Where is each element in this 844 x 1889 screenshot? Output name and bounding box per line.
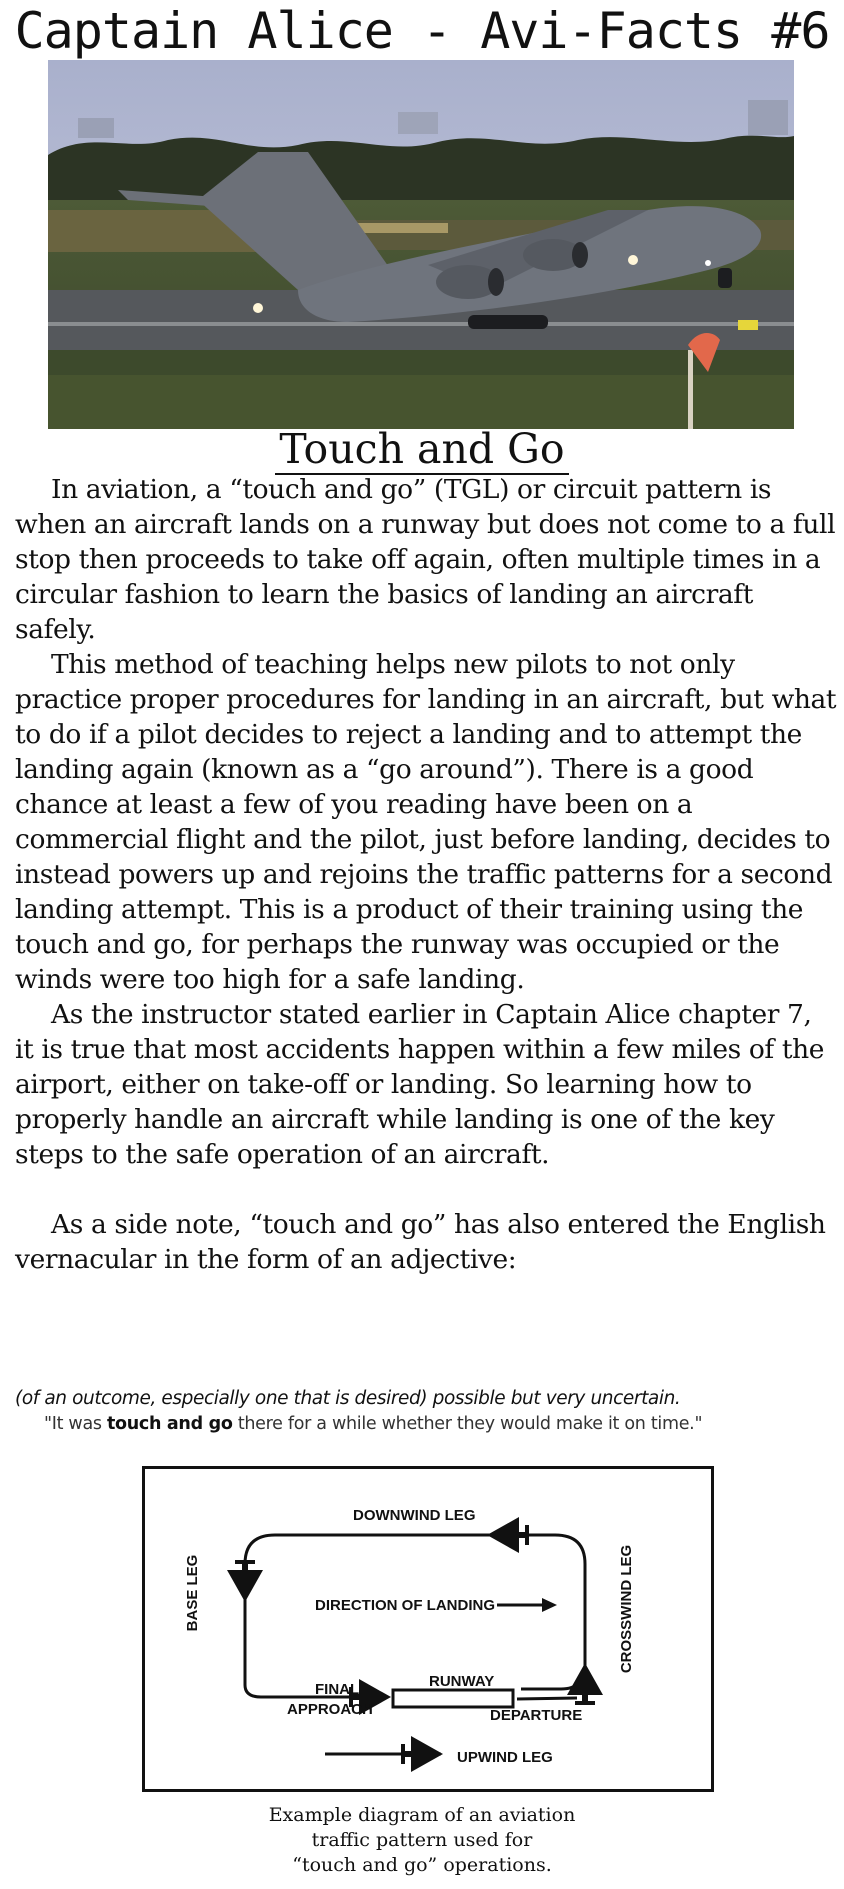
article-body <box>15 472 837 1277</box>
paragraph-4: As a side note, “touch and go” has also entered the English vernacular in the form of an adjective: <box>15 1209 826 1275</box>
label-final: FINAL <box>315 1681 360 1698</box>
paragraph-1: In aviation, a “touch and go” (TGL) or circuit pattern is when an aircraft lands on a runway but does not come to a full stop then proceeds to take off again, often multiple times in a circular fashion to learn the basics of landing an aircraft safely. <box>15 474 836 645</box>
departure-line <box>517 1698 577 1699</box>
diagram-caption <box>0 1803 844 1878</box>
aircraft-photo-image <box>48 60 794 429</box>
paragraph-3: As the instructor stated earlier in Captain Alice chapter 7, it is true that most accidents happen within a few miles of the airport, either on take-off or landing. So learning how to properly handle an aircraft while landing is one of the key steps to the safe operation of an aircraft. <box>15 999 825 1170</box>
caption-line-3: “touch and go” operations. <box>292 1854 552 1876</box>
caption-line-2: traffic pattern used for <box>311 1829 533 1851</box>
label-crosswind: CROSSWIND LEG <box>618 1544 635 1674</box>
label-runway: RUNWAY <box>429 1673 495 1690</box>
article-heading-text: Touch and Go <box>275 425 568 475</box>
traffic-pattern-diagram <box>142 1466 714 1792</box>
aircraft-photo <box>48 60 794 429</box>
label-approach: APPROACH <box>287 1701 373 1718</box>
example-bold: touch and go <box>106 1414 233 1434</box>
example-before: "It was <box>44 1414 107 1434</box>
paragraph-2: This method of teaching helps new pilots to not only practice proper procedures for landing in an aircraft, but what to do if a pilot decides to reject a landing and to attempt the landing again (known as a “go around”). There is a good chance at least a few of you reading have been on a commercial flight and the pilot, just before landing, decides to instead powers up and rejoins the traffic patterns for a second landing attempt. This is a product of their training using the touch and go, for perhaps the runway was occupied or the winds were too high for a safe landing. <box>15 649 837 995</box>
plane-upwind-icon <box>401 1736 443 1772</box>
example-sentence <box>44 1414 844 1434</box>
page-title: Captain Alice - Avi-Facts #6 <box>14 2 830 60</box>
plane-downwind-icon <box>487 1517 529 1553</box>
label-base: BASE LEG <box>184 1554 201 1632</box>
label-departure: DEPARTURE <box>490 1707 583 1724</box>
label-upwind: UPWIND LEG <box>457 1749 553 1766</box>
article-heading <box>0 425 844 473</box>
label-downwind: DOWNWIND LEG <box>353 1507 476 1524</box>
label-direction: DIRECTION OF LANDING <box>315 1597 495 1614</box>
plane-base-icon <box>227 1560 263 1602</box>
example-after: there for a while whether they would make it on time." <box>232 1414 703 1434</box>
definition-text: (of an outcome, especially one that is desired) possible but very uncertain. <box>15 1388 681 1409</box>
direction-arrowhead <box>542 1598 557 1612</box>
caption-line-1: Example diagram of an aviation <box>268 1804 576 1826</box>
traffic-pattern-svg <box>145 1469 711 1789</box>
runway-rect <box>393 1690 513 1707</box>
